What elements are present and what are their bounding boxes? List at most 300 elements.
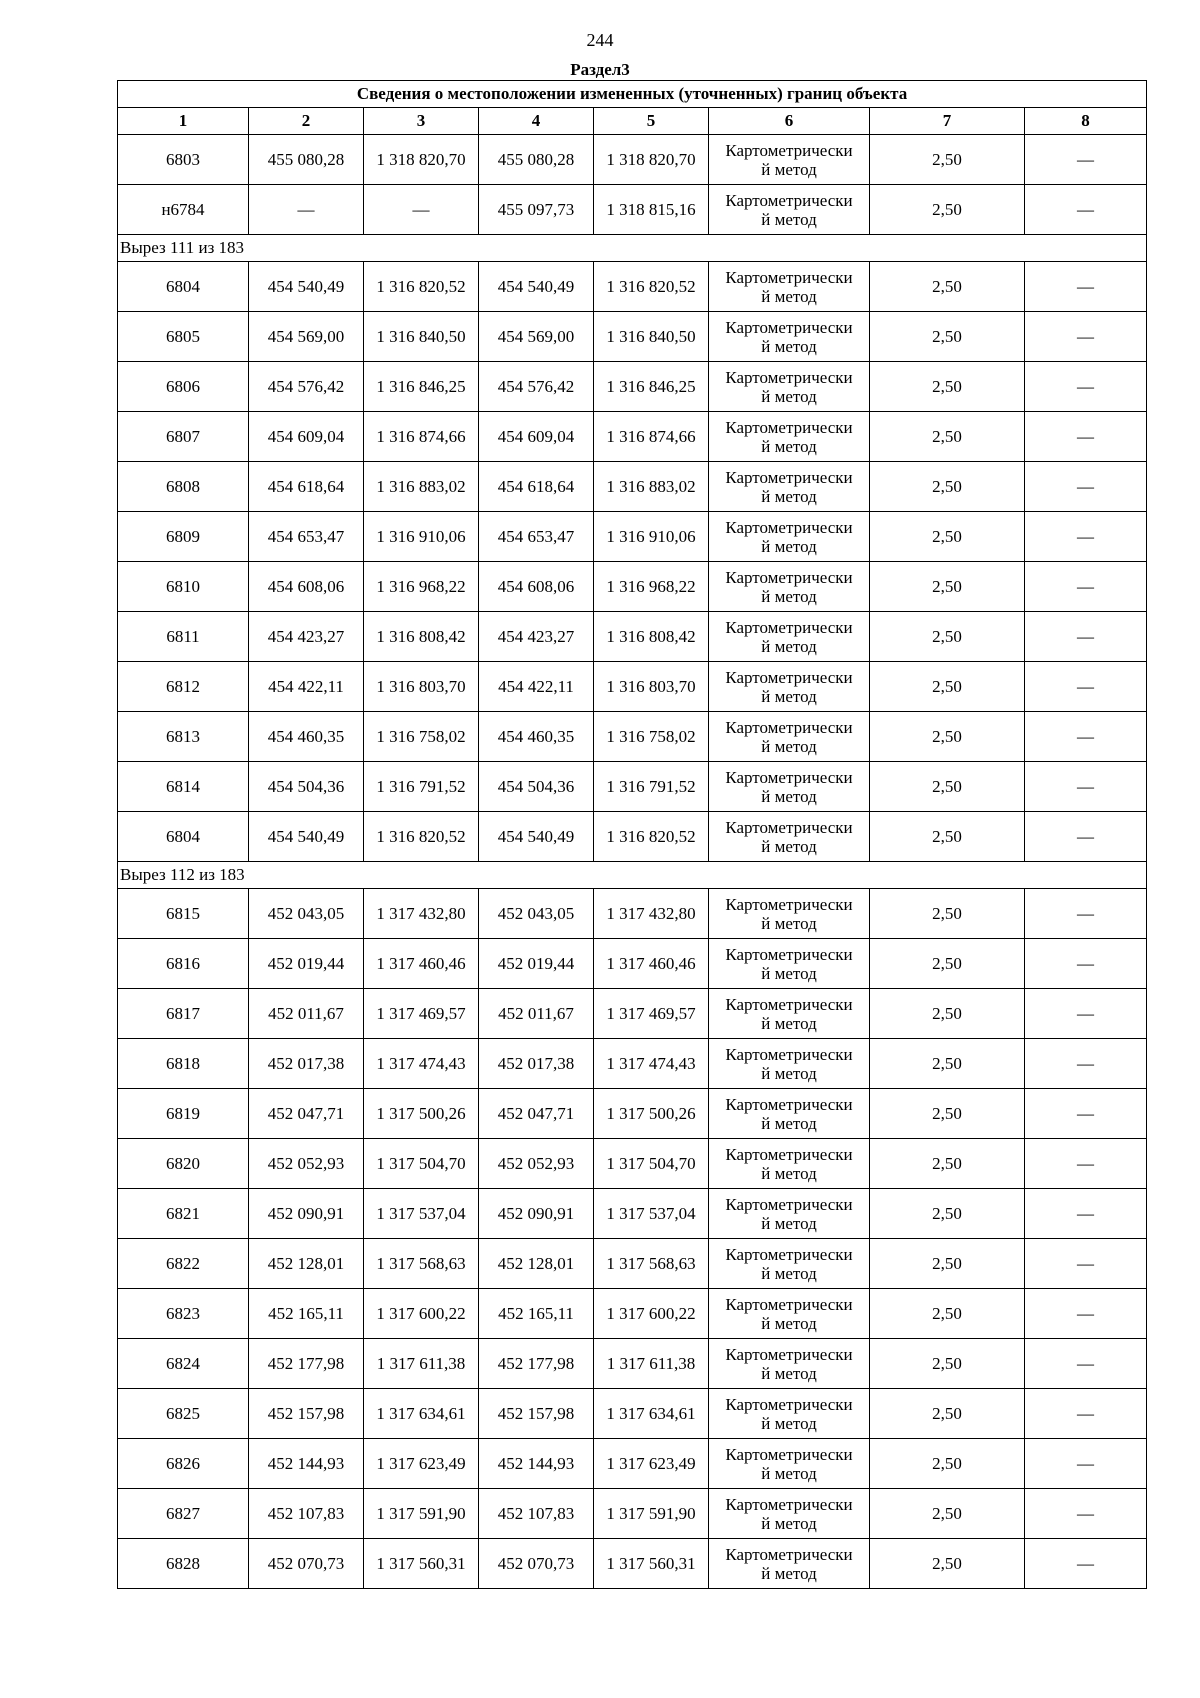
method-line: й метод xyxy=(761,1513,817,1533)
table-cell: 2,50 xyxy=(870,412,1025,462)
section-title: Раздел3 xyxy=(570,60,630,79)
table-cell: — xyxy=(1025,412,1147,462)
method-line: Картометрически xyxy=(725,567,853,587)
table-cell: 454 569,00 xyxy=(479,312,594,362)
table-cell: 6825 xyxy=(118,1389,249,1439)
table-cell: 1 316 846,25 xyxy=(364,362,479,412)
table-cell: — xyxy=(1025,712,1147,762)
table-cell: 452 017,38 xyxy=(479,1039,594,1089)
page-number: 244 xyxy=(586,30,614,50)
group-header-row xyxy=(118,235,1147,262)
method-line: й метод xyxy=(761,1313,817,1333)
table-cell: — xyxy=(249,185,364,235)
method-line: Картометрически xyxy=(725,767,853,787)
table-cell: — xyxy=(1025,1439,1147,1489)
table-cell: 452 165,11 xyxy=(249,1289,364,1339)
table-cell: — xyxy=(1025,262,1147,312)
table-cell: 1 316 803,70 xyxy=(594,662,709,712)
table-cell: 2,50 xyxy=(870,1489,1025,1539)
table-cell: 454 540,49 xyxy=(479,812,594,862)
method-line: Картометрически xyxy=(725,667,853,687)
table-row xyxy=(118,812,1147,862)
method-cell xyxy=(709,412,870,462)
method-line: й метод xyxy=(761,1213,817,1233)
table-cell: 454 460,35 xyxy=(249,712,364,762)
method-line: Картометрически xyxy=(725,944,853,964)
method-line: й метод xyxy=(761,209,817,229)
table-cell: 1 316 791,52 xyxy=(594,762,709,812)
table-cell: 454 422,11 xyxy=(479,662,594,712)
table-cell: — xyxy=(1025,185,1147,235)
table-row xyxy=(118,1539,1147,1589)
method-cell xyxy=(709,812,870,862)
table-cell: 1 317 460,46 xyxy=(364,939,479,989)
method-line: й метод xyxy=(761,536,817,556)
table-row xyxy=(118,362,1147,412)
table-cell: — xyxy=(1025,312,1147,362)
table-cell: — xyxy=(1025,462,1147,512)
table-cell: 452 165,11 xyxy=(479,1289,594,1339)
table-cell: 6820 xyxy=(118,1139,249,1189)
table-cell: 2,50 xyxy=(870,1389,1025,1439)
method-line: й метод xyxy=(761,1363,817,1383)
method-cell xyxy=(709,1189,870,1239)
table-row xyxy=(118,1289,1147,1339)
table-cell: 1 317 560,31 xyxy=(364,1539,479,1589)
table-row xyxy=(118,1039,1147,1089)
table-cell: 452 177,98 xyxy=(479,1339,594,1389)
table-cell: 6810 xyxy=(118,562,249,612)
table-cell: 6804 xyxy=(118,812,249,862)
method-line: Картометрически xyxy=(725,994,853,1014)
method-line: й метод xyxy=(761,1163,817,1183)
method-line: Картометрически xyxy=(725,140,853,160)
table-cell: 452 019,44 xyxy=(479,939,594,989)
group-header-row xyxy=(118,862,1147,889)
table-cell: 1 316 820,52 xyxy=(364,812,479,862)
table-cell: 454 423,27 xyxy=(249,612,364,662)
method-cell xyxy=(709,612,870,662)
table-cell: 1 317 537,04 xyxy=(364,1189,479,1239)
table-row xyxy=(118,1189,1147,1239)
method-line: Картометрически xyxy=(725,1044,853,1064)
method-line: й метод xyxy=(761,1263,817,1283)
method-cell xyxy=(709,712,870,762)
column-header: 3 xyxy=(364,108,479,135)
table-cell: 1 317 623,49 xyxy=(364,1439,479,1489)
table-cell: 452 107,83 xyxy=(479,1489,594,1539)
table-cell: 6821 xyxy=(118,1189,249,1239)
table-cell: — xyxy=(1025,762,1147,812)
table-cell: 452 070,73 xyxy=(479,1539,594,1589)
method-cell xyxy=(709,1539,870,1589)
table-cell: 6808 xyxy=(118,462,249,512)
method-line: й метод xyxy=(761,636,817,656)
table-cell: 454 569,00 xyxy=(249,312,364,362)
table-cell: 1 316 883,02 xyxy=(594,462,709,512)
column-header: 4 xyxy=(479,108,594,135)
method-line: й метод xyxy=(761,786,817,806)
method-line: Картометрически xyxy=(725,267,853,287)
coordinates-table xyxy=(117,80,1147,1589)
table-cell: 1 316 803,70 xyxy=(364,662,479,712)
table-cell: 2,50 xyxy=(870,1439,1025,1489)
table-cell: 454 576,42 xyxy=(249,362,364,412)
table-cell: 1 317 469,57 xyxy=(364,989,479,1039)
table-row xyxy=(118,1389,1147,1439)
method-line: й метод xyxy=(761,1463,817,1483)
table-cell: 452 052,93 xyxy=(479,1139,594,1189)
table-row xyxy=(118,512,1147,562)
method-line: Картометрически xyxy=(725,1144,853,1164)
method-cell xyxy=(709,262,870,312)
table-cell: 454 504,36 xyxy=(249,762,364,812)
table-cell: 1 317 560,31 xyxy=(594,1539,709,1589)
table-cell: 1 316 758,02 xyxy=(364,712,479,762)
table-cell: 6811 xyxy=(118,612,249,662)
method-cell xyxy=(709,1489,870,1539)
table-cell: 452 070,73 xyxy=(249,1539,364,1589)
table-row xyxy=(118,662,1147,712)
table-cell: 1 316 808,42 xyxy=(594,612,709,662)
table-row xyxy=(118,1489,1147,1539)
table-cell: — xyxy=(1025,812,1147,862)
table-cell: — xyxy=(1025,612,1147,662)
table-cell: 1 317 500,26 xyxy=(594,1089,709,1139)
table-cell: 2,50 xyxy=(870,812,1025,862)
table-cell: 2,50 xyxy=(870,1339,1025,1389)
method-cell xyxy=(709,1039,870,1089)
table-cell: 454 618,64 xyxy=(249,462,364,512)
table-cell: 452 107,83 xyxy=(249,1489,364,1539)
table-cell: 6818 xyxy=(118,1039,249,1089)
table-cell: 452 043,05 xyxy=(249,889,364,939)
table-row xyxy=(118,185,1147,235)
group-label: Вырез 112 из 183 xyxy=(118,862,1147,889)
table-cell: 1 317 611,38 xyxy=(364,1339,479,1389)
method-line: й метод xyxy=(761,486,817,506)
table-cell: 1 317 634,61 xyxy=(364,1389,479,1439)
table-cell: 1 316 840,50 xyxy=(364,312,479,362)
table-cell: — xyxy=(1025,1389,1147,1439)
table-cell: 1 317 460,46 xyxy=(594,939,709,989)
table-cell: 452 157,98 xyxy=(479,1389,594,1439)
table-cell: 455 080,28 xyxy=(479,135,594,185)
column-number-row xyxy=(118,108,1147,135)
method-line: й метод xyxy=(761,913,817,933)
table-cell: 1 316 968,22 xyxy=(364,562,479,612)
method-line: й метод xyxy=(761,436,817,456)
table-cell: 1 317 474,43 xyxy=(364,1039,479,1089)
table-cell: 454 540,49 xyxy=(249,262,364,312)
table-cell: 2,50 xyxy=(870,1139,1025,1189)
table-cell: — xyxy=(1025,1239,1147,1289)
table-cell: — xyxy=(1025,362,1147,412)
method-line: Картометрически xyxy=(725,1094,853,1114)
method-cell xyxy=(709,989,870,1039)
method-line: й метод xyxy=(761,1563,817,1583)
table-row xyxy=(118,889,1147,939)
table-cell: 454 423,27 xyxy=(479,612,594,662)
method-line: Картометрически xyxy=(725,1344,853,1364)
table-title: Сведения о местоположении измененных (уточненных) границ объекта xyxy=(118,81,1147,108)
table-cell: 2,50 xyxy=(870,185,1025,235)
table-cell: 1 317 474,43 xyxy=(594,1039,709,1089)
table-cell: — xyxy=(1025,1189,1147,1239)
table-cell: 6804 xyxy=(118,262,249,312)
method-line: Картометрически xyxy=(725,367,853,387)
table-cell: 452 157,98 xyxy=(249,1389,364,1439)
table-cell: 452 144,93 xyxy=(479,1439,594,1489)
table-cell: 6823 xyxy=(118,1289,249,1339)
table-cell: 1 317 591,90 xyxy=(594,1489,709,1539)
method-cell xyxy=(709,312,870,362)
table-cell: 454 618,64 xyxy=(479,462,594,512)
table-row xyxy=(118,1239,1147,1289)
table-cell: 2,50 xyxy=(870,889,1025,939)
table-cell: 452 011,67 xyxy=(479,989,594,1039)
method-cell xyxy=(709,1339,870,1389)
method-cell xyxy=(709,889,870,939)
table-cell: 452 128,01 xyxy=(249,1239,364,1289)
table-cell: 6807 xyxy=(118,412,249,462)
method-line: й метод xyxy=(761,736,817,756)
table-cell: 1 316 883,02 xyxy=(364,462,479,512)
table-cell: 2,50 xyxy=(870,512,1025,562)
table-cell: 452 090,91 xyxy=(479,1189,594,1239)
table-body xyxy=(118,135,1147,1589)
method-line: й метод xyxy=(761,1113,817,1133)
table-cell: 2,50 xyxy=(870,1089,1025,1139)
method-cell xyxy=(709,1089,870,1139)
method-cell xyxy=(709,512,870,562)
table-row xyxy=(118,989,1147,1039)
table-cell: 452 043,05 xyxy=(479,889,594,939)
table-cell: 454 504,36 xyxy=(479,762,594,812)
table-cell: 454 540,49 xyxy=(249,812,364,862)
table-cell: 454 653,47 xyxy=(249,512,364,562)
method-line: Картометрически xyxy=(725,417,853,437)
table-row xyxy=(118,412,1147,462)
method-cell xyxy=(709,762,870,812)
method-line: Картометрически xyxy=(725,517,853,537)
table-row xyxy=(118,562,1147,612)
table-cell: 452 047,71 xyxy=(249,1089,364,1139)
method-cell xyxy=(709,662,870,712)
table-cell: 6812 xyxy=(118,662,249,712)
table-cell: 1 317 432,80 xyxy=(594,889,709,939)
table-row xyxy=(118,1339,1147,1389)
table-cell: 454 540,49 xyxy=(479,262,594,312)
table-cell: 2,50 xyxy=(870,712,1025,762)
table-cell: — xyxy=(1025,1139,1147,1189)
method-cell xyxy=(709,362,870,412)
table-cell: 1 318 820,70 xyxy=(364,135,479,185)
table-cell: — xyxy=(1025,135,1147,185)
table-cell: 454 609,04 xyxy=(479,412,594,462)
table-cell: — xyxy=(1025,1539,1147,1589)
table-cell: 1 317 568,63 xyxy=(364,1239,479,1289)
table-cell: 1 317 537,04 xyxy=(594,1189,709,1239)
column-header: 2 xyxy=(249,108,364,135)
method-line: й метод xyxy=(761,963,817,983)
table-cell: 452 144,93 xyxy=(249,1439,364,1489)
method-line: Картометрически xyxy=(725,894,853,914)
table-cell: 452 052,93 xyxy=(249,1139,364,1189)
table-cell: 1 317 432,80 xyxy=(364,889,479,939)
method-line: Картометрически xyxy=(725,1244,853,1264)
table-cell: 454 609,04 xyxy=(249,412,364,462)
method-line: Картометрически xyxy=(725,1394,853,1414)
table-cell: 452 090,91 xyxy=(249,1189,364,1239)
table-cell: 1 317 504,70 xyxy=(364,1139,479,1189)
method-line: Картометрически xyxy=(725,1294,853,1314)
method-line: й метод xyxy=(761,159,817,179)
table-cell: 2,50 xyxy=(870,1289,1025,1339)
table-cell: 6817 xyxy=(118,989,249,1039)
column-header: 8 xyxy=(1025,108,1147,135)
table-cell: 1 317 600,22 xyxy=(594,1289,709,1339)
column-header: 6 xyxy=(709,108,870,135)
method-line: Картометрически xyxy=(725,717,853,737)
table-cell: 6815 xyxy=(118,889,249,939)
table-cell: 454 608,06 xyxy=(479,562,594,612)
method-line: й метод xyxy=(761,586,817,606)
table-cell: 2,50 xyxy=(870,262,1025,312)
method-line: Картометрически xyxy=(725,467,853,487)
table-cell: 2,50 xyxy=(870,762,1025,812)
table-cell: 1 316 968,22 xyxy=(594,562,709,612)
table-cell: 6813 xyxy=(118,712,249,762)
method-line: й метод xyxy=(761,836,817,856)
table-cell: 1 316 846,25 xyxy=(594,362,709,412)
table-cell: 1 317 611,38 xyxy=(594,1339,709,1389)
table-cell: 1 316 910,06 xyxy=(364,512,479,562)
table-cell: 6809 xyxy=(118,512,249,562)
table-cell: — xyxy=(1025,889,1147,939)
method-cell xyxy=(709,462,870,512)
table-cell: 1 316 791,52 xyxy=(364,762,479,812)
method-cell xyxy=(709,185,870,235)
method-line: Картометрически xyxy=(725,817,853,837)
table-cell: 1 316 910,06 xyxy=(594,512,709,562)
column-header: 5 xyxy=(594,108,709,135)
table-cell: 1 316 840,50 xyxy=(594,312,709,362)
table-cell: 452 047,71 xyxy=(479,1089,594,1139)
table-cell: 1 316 758,02 xyxy=(594,712,709,762)
table-cell: 2,50 xyxy=(870,612,1025,662)
table-row xyxy=(118,462,1147,512)
table-cell: 452 017,38 xyxy=(249,1039,364,1089)
table-cell: 1 317 568,63 xyxy=(594,1239,709,1289)
table-cell: 1 316 820,52 xyxy=(364,262,479,312)
method-line: й метод xyxy=(761,1063,817,1083)
table-cell: 1 317 634,61 xyxy=(594,1389,709,1439)
table-cell: 454 422,11 xyxy=(249,662,364,712)
table-cell: — xyxy=(1025,939,1147,989)
table-cell: 452 177,98 xyxy=(249,1339,364,1389)
table-cell: 454 608,06 xyxy=(249,562,364,612)
table-cell: 6806 xyxy=(118,362,249,412)
table-cell: — xyxy=(1025,1039,1147,1089)
table-cell: 1 317 600,22 xyxy=(364,1289,479,1339)
table-cell: — xyxy=(1025,562,1147,612)
table-cell: 454 460,35 xyxy=(479,712,594,762)
table-row xyxy=(118,712,1147,762)
method-line: Картометрически xyxy=(725,617,853,637)
method-line: Картометрически xyxy=(725,1194,853,1214)
method-cell xyxy=(709,1239,870,1289)
table-cell: 2,50 xyxy=(870,1239,1025,1289)
table-cell: 2,50 xyxy=(870,135,1025,185)
table-cell: 6805 xyxy=(118,312,249,362)
table-cell: 6814 xyxy=(118,762,249,812)
method-cell xyxy=(709,939,870,989)
table-cell: н6784 xyxy=(118,185,249,235)
table-cell: — xyxy=(364,185,479,235)
table-row xyxy=(118,1439,1147,1489)
column-header: 7 xyxy=(870,108,1025,135)
table-cell: 454 653,47 xyxy=(479,512,594,562)
table-cell: 2,50 xyxy=(870,1189,1025,1239)
method-cell xyxy=(709,562,870,612)
table-cell: 452 019,44 xyxy=(249,939,364,989)
table-cell: 1 318 815,16 xyxy=(594,185,709,235)
table-row xyxy=(118,1139,1147,1189)
table-cell: 1 316 820,52 xyxy=(594,812,709,862)
method-line: й метод xyxy=(761,686,817,706)
table-cell: 454 576,42 xyxy=(479,362,594,412)
method-line: й метод xyxy=(761,286,817,306)
table-cell: 2,50 xyxy=(870,662,1025,712)
table-cell: 1 317 469,57 xyxy=(594,989,709,1039)
table-cell: 6819 xyxy=(118,1089,249,1139)
table-cell: 1 316 820,52 xyxy=(594,262,709,312)
table-row xyxy=(118,312,1147,362)
method-line: Картометрически xyxy=(725,1444,853,1464)
method-line: й метод xyxy=(761,386,817,406)
table-cell: 452 011,67 xyxy=(249,989,364,1039)
table-cell: — xyxy=(1025,989,1147,1039)
table-row xyxy=(118,1089,1147,1139)
method-line: Картометрически xyxy=(725,190,853,210)
table-cell: 1 316 808,42 xyxy=(364,612,479,662)
method-line: й метод xyxy=(761,1413,817,1433)
method-cell xyxy=(709,1439,870,1489)
method-line: й метод xyxy=(761,336,817,356)
method-line: Картометрически xyxy=(725,317,853,337)
table-cell: 1 316 874,66 xyxy=(594,412,709,462)
table-cell: 1 317 591,90 xyxy=(364,1489,479,1539)
table-cell: 455 097,73 xyxy=(479,185,594,235)
table-cell: 2,50 xyxy=(870,989,1025,1039)
table-cell: 6828 xyxy=(118,1539,249,1589)
table-cell: — xyxy=(1025,1089,1147,1139)
table-cell: 2,50 xyxy=(870,1539,1025,1589)
table-cell: 2,50 xyxy=(870,462,1025,512)
table-cell: 1 316 874,66 xyxy=(364,412,479,462)
table-cell: 6822 xyxy=(118,1239,249,1289)
table-cell: — xyxy=(1025,512,1147,562)
table-cell: 2,50 xyxy=(870,312,1025,362)
table-cell: 1 318 820,70 xyxy=(594,135,709,185)
table-row xyxy=(118,262,1147,312)
method-cell xyxy=(709,1289,870,1339)
method-cell xyxy=(709,1139,870,1189)
table-cell: 6826 xyxy=(118,1439,249,1489)
table-row xyxy=(118,612,1147,662)
table-cell: 6827 xyxy=(118,1489,249,1539)
